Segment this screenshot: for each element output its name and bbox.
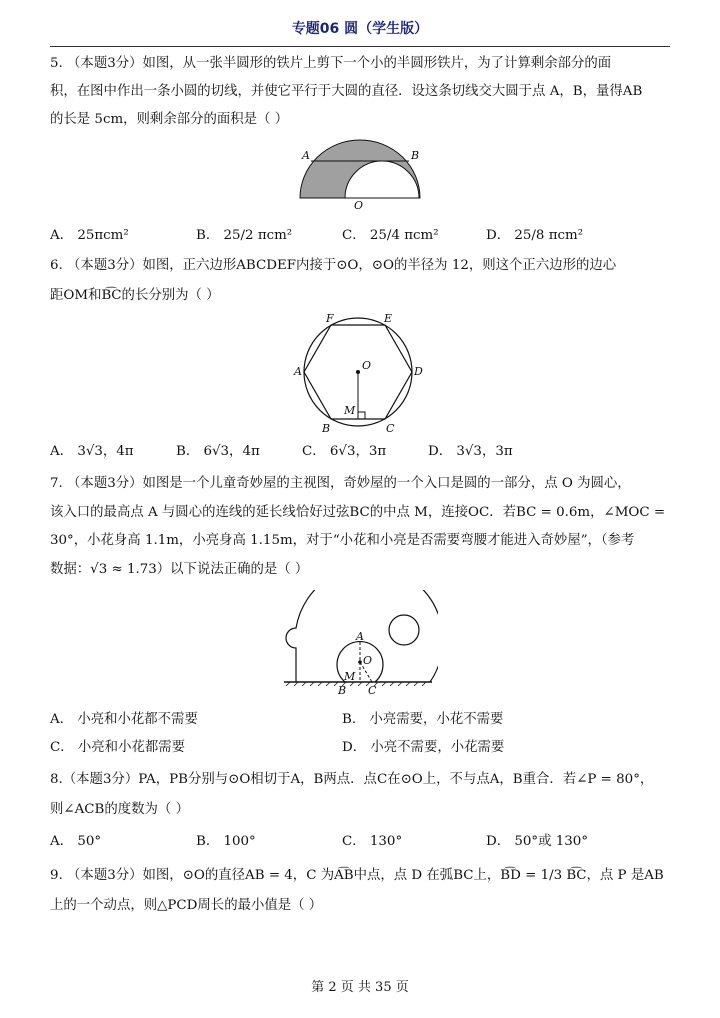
q7-center-dot (358, 660, 362, 664)
q5-option-d[interactable]: D． 25/8 πcm² (486, 228, 584, 243)
q8-line-2: 则∠ACB的度数为（ ） (50, 802, 189, 817)
q7-option-c[interactable]: C． 小亮和小花都需要 (50, 740, 186, 755)
q5-option-b[interactable]: B． 25/2 πcm² (196, 228, 293, 243)
page-number: 第 2 页 共 35 页 (311, 980, 409, 995)
q7-figure (282, 590, 438, 696)
q5-line-1: 5. （本题3分）如图，从一张半圆形的铁片上剪下一个小的半圆形铁片，为了计算剩余部分的面 (50, 56, 612, 71)
q7-label-b: B (338, 684, 347, 696)
q6-line-1: 6. （本题3分）如图，正六边形ABCDEF内接于⊙O，⊙O的半径为 12，则这个正六边形的边心 (50, 258, 617, 273)
q6-label-c: C (386, 422, 395, 435)
q8-option-b[interactable]: B． 100° (196, 834, 256, 849)
q6-label-b: B (322, 422, 331, 435)
page-title: 专题06 圆（学生版） (291, 21, 429, 37)
q5-option-c[interactable]: C． 25/4 πcm² (342, 228, 439, 243)
q9-line-1: 9. （本题3分）如图，⊙O的直径AB = 4，C 为A͡B中点，点 D 在弧BC上，B͡D = 1/3 B͡C，点 P 是AB (50, 868, 664, 883)
q6-option-d[interactable]: D． 3√3，3π (428, 444, 513, 459)
q7-option-b[interactable]: B． 小亮需要，小花不需要 (342, 712, 504, 727)
q6-center-dot (356, 370, 360, 374)
q5-line-2: 积，在图中作出一条小圆的切线，并使它平行于大圆的直径．设这条切线交大圆于点 A，B，量得AB (50, 84, 643, 99)
q7-label-o: O (363, 654, 373, 667)
q5-label-a: A (302, 149, 310, 162)
q6-label-f: F (326, 312, 334, 325)
q9-line-2: 上的一个动点，则△PCD周长的最小值是（ ） (50, 898, 323, 913)
q8-option-c[interactable]: C． 130° (342, 834, 403, 849)
q5-line-3: 的长是 5cm，则剩余部分的面积是（ ） (50, 112, 289, 127)
q5-label-o: O (354, 199, 364, 210)
q6-option-a[interactable]: A． 3√3，4π (50, 444, 134, 459)
q5-option-a[interactable]: A． 25πcm² (50, 228, 129, 243)
q7-option-d[interactable]: D． 小亮不需要，小花需要 (342, 740, 505, 755)
q6-line-2: 距OM和B͡C的长分别为（ ） (50, 288, 220, 303)
q7-line-1: 7. （本题3分）如图是一个儿童奇妙屋的主视图，奇妙屋的一个入口是圆的一部分，点 O 为圆心， (50, 476, 631, 491)
q8-option-a[interactable]: A． 50° (50, 834, 102, 849)
q6-label-a: A (294, 365, 302, 378)
q7-label-a: A (356, 630, 364, 643)
q7-label-c: C (368, 684, 377, 696)
q7-label-m: M (344, 670, 356, 683)
header-divider (50, 46, 670, 47)
q6-figure (290, 312, 430, 436)
q6-option-c[interactable]: C． 6√3，3π (302, 444, 387, 459)
q6-right-angle-mark (358, 412, 365, 419)
q5-figure (290, 138, 430, 210)
q7-line-4: 数据：√3 ≈ 1.73）以下说法正确的是（ ） (50, 562, 309, 577)
q6-label-m: M (344, 404, 356, 417)
q7-line-2: 该入口的最高点 A 与圆心的连线的延长线恰好过弦BC的中点 M，连接OC．若BC = 0.6m，∠MOC = (50, 505, 666, 520)
q8-line-1: 8.（本题3分）PA，PB分别与⊙O相切于A，B两点．点C在⊙O上，不与点A，B重合．若∠P = 80°， (50, 772, 654, 787)
q7-option-a[interactable]: A． 小亮和小花都不需要 (50, 712, 198, 727)
q8-option-d[interactable]: D． 50°或 130° (486, 834, 589, 849)
q6-label-e: E (384, 312, 393, 325)
q6-option-b[interactable]: B． 6√3，4π (176, 444, 260, 459)
q7-window (389, 615, 419, 645)
q6-label-o: O (362, 359, 372, 372)
q7-line-3: 30°，小花身高 1.1m，小亮身高 1.15m，对于“小花和小亮是否需要弯腰才能进入奇妙屋”，（参考 (50, 533, 635, 548)
q6-label-d: D (414, 365, 423, 378)
q5-label-b: B (411, 149, 420, 162)
